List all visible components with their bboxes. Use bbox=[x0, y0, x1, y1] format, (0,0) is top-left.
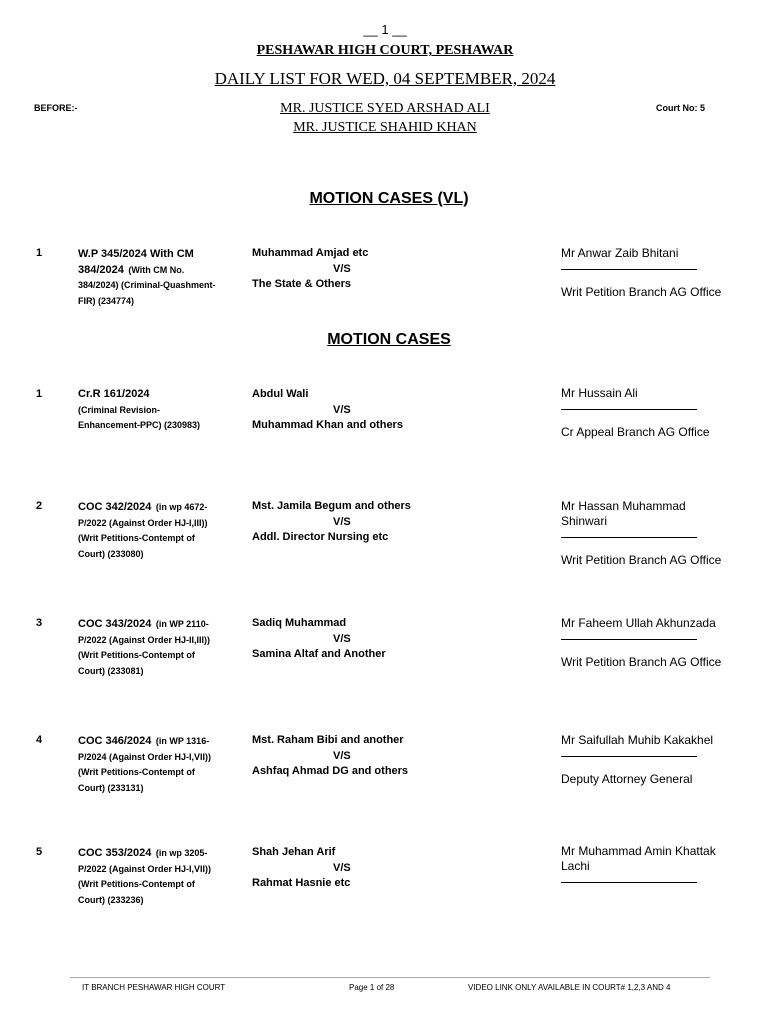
case-parties bbox=[252, 733, 472, 780]
petitioner: Muhammad Amjad etc bbox=[252, 247, 369, 259]
case-parties bbox=[252, 499, 472, 546]
footer-page-count: Page 1 of 28 bbox=[349, 983, 395, 992]
counsel-name: Mr Muhammad Amin Khattak Lachi bbox=[561, 844, 716, 873]
case-reference bbox=[78, 616, 218, 678]
daily-list-title: DAILY LIST FOR WED, 04 SEPTEMBER, 2024 bbox=[214, 69, 556, 88]
respondent: Muhammad Khan and others bbox=[252, 419, 403, 431]
signature-line bbox=[561, 882, 697, 883]
judge-name: MR. JUSTICE SHAHID KHAN bbox=[293, 120, 477, 135]
office-name: Writ Petition Branch AG Office bbox=[561, 553, 722, 567]
petitioner: Mst. Jamila Begum and others bbox=[252, 500, 411, 512]
court-number: Court No: 5 bbox=[656, 103, 705, 113]
case-serial: 1 bbox=[36, 388, 43, 400]
case-reference bbox=[78, 845, 218, 907]
case-serial: 2 bbox=[36, 500, 43, 512]
case-number: COC 342/2024 bbox=[78, 501, 152, 513]
case-details: (in wp 4672-P/2022 (Against Order HJ-I,III)) (Writ Petitions-Contempt of Court) (233080) bbox=[78, 502, 208, 559]
case-parties bbox=[252, 387, 472, 434]
versus-label: V/S bbox=[333, 403, 351, 416]
case-counsel bbox=[561, 616, 731, 670]
case-number: Cr.R 161/2024 bbox=[78, 388, 150, 400]
petitioner: Shah Jehan Arif bbox=[252, 846, 336, 858]
case-counsel bbox=[561, 844, 731, 898]
respondent: Ashfaq Ahmad DG and others bbox=[252, 765, 409, 777]
versus-label: V/S bbox=[333, 861, 351, 874]
petitioner: Abdul Wali bbox=[252, 388, 309, 400]
before-label: BEFORE:- bbox=[34, 103, 78, 113]
case-reference bbox=[78, 246, 218, 308]
case-number: COC 346/2024 bbox=[78, 735, 152, 747]
footer-divider bbox=[70, 977, 710, 978]
case-counsel bbox=[561, 499, 731, 568]
petitioner: Sadiq Muhammad bbox=[252, 617, 347, 629]
case-serial: 3 bbox=[36, 617, 43, 629]
case-counsel bbox=[561, 246, 731, 300]
respondent: Addl. Director Nursing etc bbox=[252, 531, 389, 543]
signature-line bbox=[561, 269, 697, 270]
counsel-name: Mr Faheem Ullah Akhunzada bbox=[561, 616, 716, 630]
case-counsel bbox=[561, 386, 731, 440]
case-details: (Criminal Revision-Enhancement-PPC) (230983) bbox=[78, 404, 201, 430]
petitioner: Mst. Raham Bibi and another bbox=[252, 734, 404, 746]
footer-video-link-note: VIDEO LINK ONLY AVAILABLE IN COURT# 1,2,3 AND 4 bbox=[468, 983, 671, 992]
counsel-name: Mr Anwar Zaib Bhitani bbox=[561, 246, 679, 260]
case-reference bbox=[78, 387, 210, 433]
case-reference bbox=[78, 499, 218, 561]
signature-line bbox=[561, 639, 697, 640]
versus-label: V/S bbox=[333, 749, 351, 762]
signature-line bbox=[561, 756, 697, 757]
office-name: Cr Appeal Branch AG Office bbox=[561, 425, 710, 439]
signature-line bbox=[561, 537, 697, 538]
respondent: The State & Others bbox=[252, 278, 352, 290]
case-parties bbox=[252, 246, 472, 293]
case-details: (in WP 2110-P/2022 (Against Order HJ-II,III)) (Writ Petitions-Contempt of Court) (233081) bbox=[78, 619, 211, 676]
case-serial: 4 bbox=[36, 734, 43, 746]
case-parties bbox=[252, 616, 472, 663]
office-name: Writ Petition Branch AG Office bbox=[561, 655, 722, 669]
versus-label: V/S bbox=[333, 515, 351, 528]
office-name: Writ Petition Branch AG Office bbox=[561, 285, 722, 299]
versus-label: V/S bbox=[333, 632, 351, 645]
counsel-name: Mr Saifullah Muhib Kakakhel bbox=[561, 733, 714, 747]
case-reference bbox=[78, 733, 218, 795]
respondent: Rahmat Hasnie etc bbox=[252, 877, 351, 889]
case-counsel bbox=[561, 733, 731, 787]
case-details: (in wp 3205-P/2022 (Against Order HJ-I,VII)) (Writ Petitions-Contempt of Court) (233236) bbox=[78, 848, 212, 905]
section-title: MOTION CASES bbox=[327, 331, 451, 348]
versus-label: V/S bbox=[333, 262, 351, 275]
office-name: Deputy Attorney General bbox=[561, 772, 693, 786]
case-details: (With CM No. 384/2024) (Criminal-Quashment-FIR) (234774) bbox=[78, 264, 216, 306]
case-parties bbox=[252, 845, 472, 892]
court-title: PESHAWAR HIGH COURT, PESHAWAR bbox=[256, 43, 514, 58]
signature-line bbox=[561, 409, 697, 410]
case-number: COC 343/2024 bbox=[78, 618, 152, 630]
case-serial: 1 bbox=[36, 247, 43, 259]
judge-name: MR. JUSTICE SYED ARSHAD ALI bbox=[280, 101, 490, 116]
case-number: W.P 345/2024 With CM 384/2024 bbox=[78, 248, 194, 276]
case-serial: 5 bbox=[36, 846, 43, 858]
case-number: COC 353/2024 bbox=[78, 847, 152, 859]
counsel-name: Mr Hassan Muhammad Shinwari bbox=[561, 499, 686, 528]
respondent: Samina Altaf and Another bbox=[252, 648, 386, 660]
page-number: __ 1 __ bbox=[363, 22, 407, 37]
counsel-name: Mr Hussain Ali bbox=[561, 386, 638, 400]
section-title: MOTION CASES (VL) bbox=[309, 190, 469, 207]
footer-branch: IT BRANCH PESHAWAR HIGH COURT bbox=[82, 983, 226, 992]
case-details: (in WP 1316-P/2024 (Against Order HJ-I,VII)) (Writ Petitions-Contempt of Court) (233131) bbox=[78, 736, 212, 793]
